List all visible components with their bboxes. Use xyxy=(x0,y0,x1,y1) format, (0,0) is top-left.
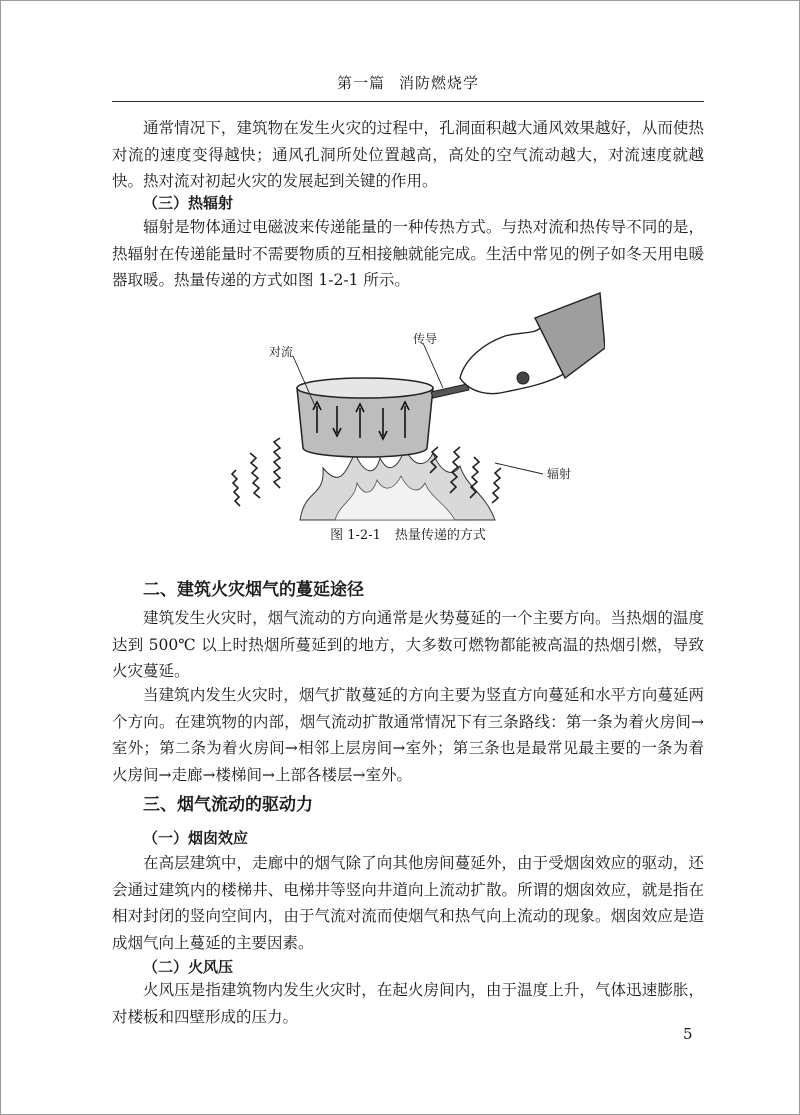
pot-over-fire-illustration xyxy=(205,288,605,523)
section-heading-smoke-spread: 二、建筑火灾烟气的蔓延途径 xyxy=(143,580,364,600)
running-header xyxy=(112,72,704,102)
label-radiation: 辐射 xyxy=(547,467,572,481)
heat-transfer-figure xyxy=(205,288,605,523)
page-number: 5 xyxy=(683,1025,693,1043)
paragraph-convection: 通常情况下，建筑物在发生火灾的过程中，孔洞面积越大通风效果越好，从而使热对流的速度变得越快；通风孔洞所处位置越高，高处的空气流动越大，对流速度就越快。热对流对初起火灾的发展起到关键的作用。 xyxy=(112,119,704,190)
paragraph-radiation: 辐射是物体通过电磁波来传递能量的一种传热方式。与热对流和热传导不同的是，热辐射在传递能量时不需要物质的互相接触就能完成。生活中常见的例子如冬天用电暖器取暖。热量传递的方式如图 1-2-1 所示。 xyxy=(112,218,704,289)
paragraph-chimney-effect: 在高层建筑中，走廊中的烟气除了向其他房间蔓延外，由于受烟囱效应的驱动，还会通过建筑内的楼梯井、电梯井等竖向井道向上流动扩散。所谓的烟囱效应，就是指在相对封闭的竖向空间内，由于气流对流而使烟气和热气向上流动的现象。烟囱效应是造成烟气向上蔓延的主要因素。 xyxy=(112,854,704,952)
label-convection: 对流 xyxy=(269,345,294,359)
subheading-thermal-radiation: （三）热辐射 xyxy=(143,194,234,212)
figure-caption xyxy=(112,524,704,543)
header-title: 消防燃烧学 xyxy=(399,74,480,92)
paragraph-smoke-routes: 当建筑内发生火灾时，烟气扩散蔓延的方向主要为竖直方向蔓延和水平方向蔓延两个方向。在建筑物的内部，烟气流动扩散通常情况下有三条路线：第一条为着火房间→室外；第二条为着火房间→相邻上层房间→室外；第三条也是最常见最主要的一条为着火房间→走廊→楼梯间→上部各楼层→室外。 xyxy=(112,686,704,784)
subheading-chimney-effect: （一）烟囱效应 xyxy=(143,829,249,847)
section-heading-smoke-driving-force: 三、烟气流动的驱动力 xyxy=(143,795,313,815)
paragraph-fire-wind-pressure: 火风压是指建筑物内发生火灾时，在起火房间内，由于温度上升，气体迅速膨胀，对楼板和四壁形成的压力。 xyxy=(112,981,704,1026)
figure-caption-text: 热量传递的方式 xyxy=(394,528,486,543)
label-conduction: 传导 xyxy=(413,332,438,346)
figure-caption-number: 图 1-2-1 xyxy=(330,528,381,543)
header-part: 第一篇 xyxy=(336,74,385,92)
paragraph-smoke-direction: 建筑发生火灾时，烟气流动的方向通常是火势蔓延的一个主要方向。当热烟的温度达到 500℃ 以上时热烟所蔓延到的地方，大多数可燃物都能被高温的热烟引燃，导致火灾蔓延。 xyxy=(112,609,704,680)
subheading-fire-wind-pressure: （二）火风压 xyxy=(143,958,234,976)
